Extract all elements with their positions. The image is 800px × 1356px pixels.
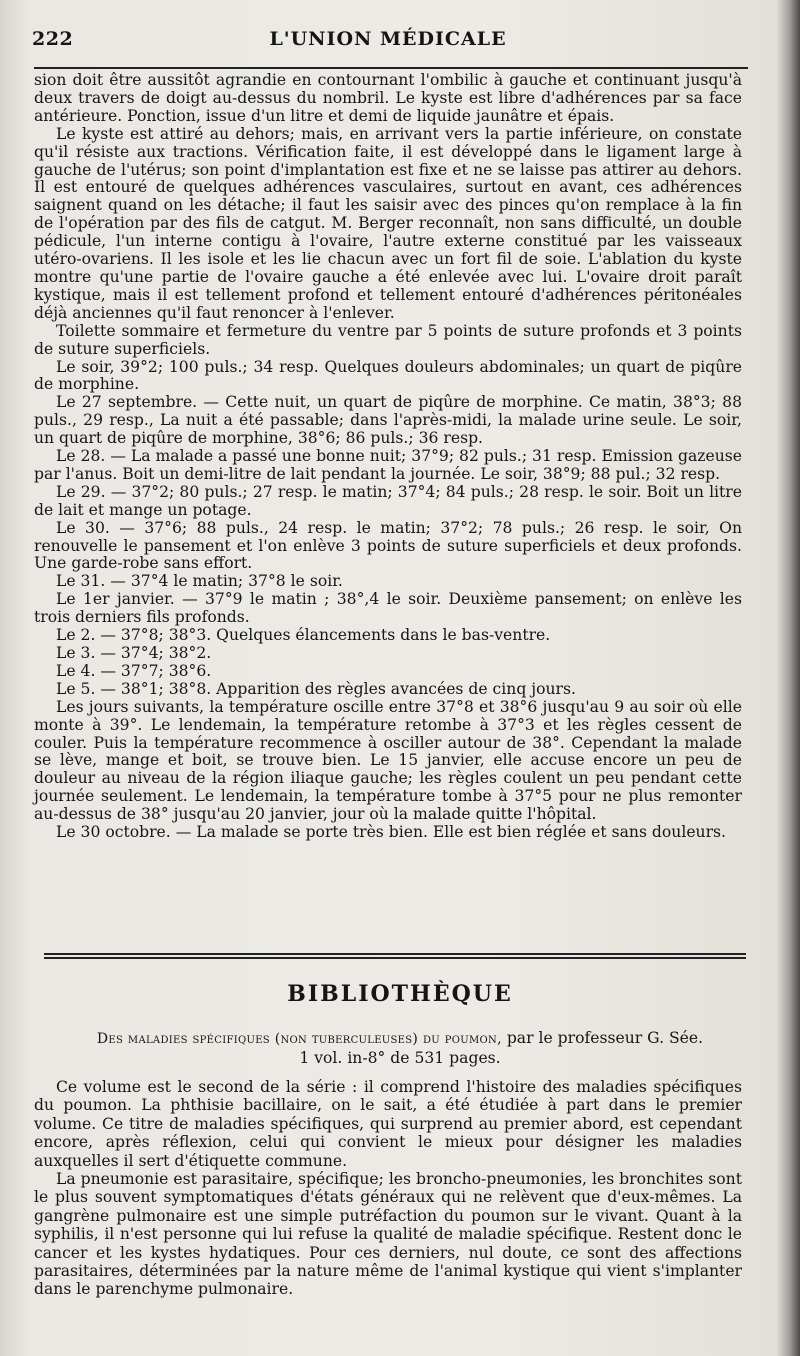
paragraph: Le 29. — 37°2; 80 puls.; 27 resp. le matin; 37°4; 84 puls.; 28 resp. le soir. Boit un litre de lait et mange un potage. [34, 482, 742, 519]
section-divider [44, 953, 746, 959]
paragraph: sion doit être aussitôt agrandie en contournant l'ombilic à gauche et continuant jusqu'à deux travers de doigt au-dessus du nombril. Le kyste est libre d'adhérences par sa face antérieure. Ponction, issue d'un litre et demi de liquide jaunâtre et épais. [34, 71, 742, 125]
paragraph: Ce volume est le second de la série : il comprend l'histoire des maladies spécifiques du poumon. La phthisie bacillaire, on le sait, a été étudiée à part dans le premier volume. Ce titre de maladies spécifiques, qui surprend au premier abord, est cependant encore, après réflexion, celui qui convient le mieux pour désigner les maladies auxquelles il sert d'étiquette commune. [34, 1078, 742, 1170]
paragraph: Les jours suivants, la température oscille entre 37°8 et 38°6 jusqu'au 9 au soir où elle monte à 39°. Le lendemain, la température retombe à 37°3 et les règles cessent de couler. Puis la température recommence à osciller autour de 38°. Cependant la malade se lève, mange et boit, se trouve bien. Le 15 janvier, elle accuse encore un peu de douleur au niveau de la région iliaque gauche; les règles coulent un peu pendant cette journée seulement. Le lendemain, la température tombe à 37°5 pour ne plus remonter au-dessus de 38° jusqu'au 20 janvier, jour où la malade quitte l'hôpital. [34, 697, 742, 824]
book-review [34, 1078, 742, 1299]
book-title: Des maladies spécifiques (non tuberculeuses) du poumon, [96, 1031, 502, 1047]
paragraph: Le 5. — 38°1; 38°8. Apparition des règles avancées de cinq jours. [56, 679, 576, 698]
book-format: 1 vol. in-8° de 531 pages. [299, 1049, 501, 1067]
case-report [34, 72, 742, 842]
paragraph: Le soir, 39°2; 100 puls.; 34 resp. Quelques douleurs abdominales; un quart de piqûre de morphine. [34, 357, 742, 394]
paragraph: Le 27 septembre. — Cette nuit, un quart de piqûre de morphine. Ce matin, 38°3; 88 puls., 29 resp., La nuit a été passable; dans l'après-midi, la malade urine seule. Le soir, un quart de piqûre de morphine, 38°6; 86 puls.; 36 resp. [34, 393, 742, 448]
paragraph: Le 28. — La malade a passé une bonne nuit; 37°9; 82 puls.; 31 resp. Emission gazeuse par l'anus. Boit un demi-litre de lait pendant la journée. Le soir, 38°9; 88 pul.; 32 resp. [34, 447, 742, 483]
book-author: par le professeur G. Sée. [506, 1029, 704, 1047]
header-rule [34, 67, 748, 69]
paragraph: Le kyste est attiré au dehors; mais, en arrivant vers la partie inférieure, on constate qu'il résiste aux tractions. Vérification faite, il est développé dans le ligament large à gauche de l'utérus; son point d'implantation est fixe et ne se laisse pas attirer au dehors. Il est entouré de quelques adhérences vasculaires, surtout en avant, ces adhérences saignent quand on les détache; il faut les saisir avec des pinces qu'on remplace à la fin de l'opération par des fils de catgut. M. Berger reconnaît, non sans difficulté, un double pédicule, l'un interne contigu à l'ovaire, l'autre externe constitué par les vaisseaux utéro-ovariens. Il les isole et les lie chacun avec un fort fil de soie. L'ablation du kyste montre qu'une partie de l'ovaire gauche a été enlevée avec lui. L'ovaire droit paraît kystique, mais il est tellement profond et tellement entouré d'adhérences péritonéales déjà anciennes qu'il faut renoncer à l'enlever. [34, 124, 742, 322]
paragraph: Le 3. — 37°4; 38°2. [56, 644, 212, 662]
paragraph: Toilette sommaire et fermeture du ventre par 5 points de suture profonds et 3 points de suture superficiels. [34, 321, 742, 358]
paragraph: Le 31. — 37°4 le matin; 37°8 le soir. [56, 572, 343, 591]
paragraph: Le 30 octobre. — La malade se porte très bien. Elle est bien réglée et sans douleurs. [56, 823, 727, 842]
paragraph: Le 4. — 37°7; 38°6. [56, 661, 212, 680]
page-number: 222 [32, 28, 74, 50]
paragraph: Le 30. — 37°6; 88 puls., 24 resp. le matin; 37°2; 78 puls.; 26 resp. le soir, On renouvelle le pansement et l'on enlève 3 points de suture superficiels et deux profonds. Une garde-robe sans effort. [34, 518, 742, 573]
paragraph: La pneumonie est parasitaire, spécifique; les broncho-pneumonies, les bronchites sont le plus souvent symptomatiques d'états généraux qui ne relèvent que d'eux-mêmes. La gangrène pulmonaire est une simple putréfaction du poumon sur le vivant. Quant à la syphilis, il n'est personne qui lui refuse la qualité de maladie spécifique. Restent donc le cancer et les kystes hydatiques. Pour ces derniers, nul doute, ce sont des affections parasitaires, déterminées par la nature même de l'animal kystique qui vient s'implanter dans le parenchyme pulmonaire. [34, 1170, 742, 1299]
paragraph: Le 2. — 37°8; 38°3. Quelques élancements dans le bas-ventre. [56, 626, 551, 645]
page-binding-shadow [776, 0, 800, 1356]
page-header [32, 26, 744, 56]
book-reference [60, 1029, 740, 1068]
running-title: L'UNION MÉDICALE [269, 28, 507, 50]
section-heading: BIBLIOTHÈQUE [287, 981, 513, 1007]
paragraph: Le 1er janvier. — 37°9 le matin ; 38°,4 le soir. Deuxième pansement; on enlève les trois derniers fils profonds. [34, 590, 742, 627]
